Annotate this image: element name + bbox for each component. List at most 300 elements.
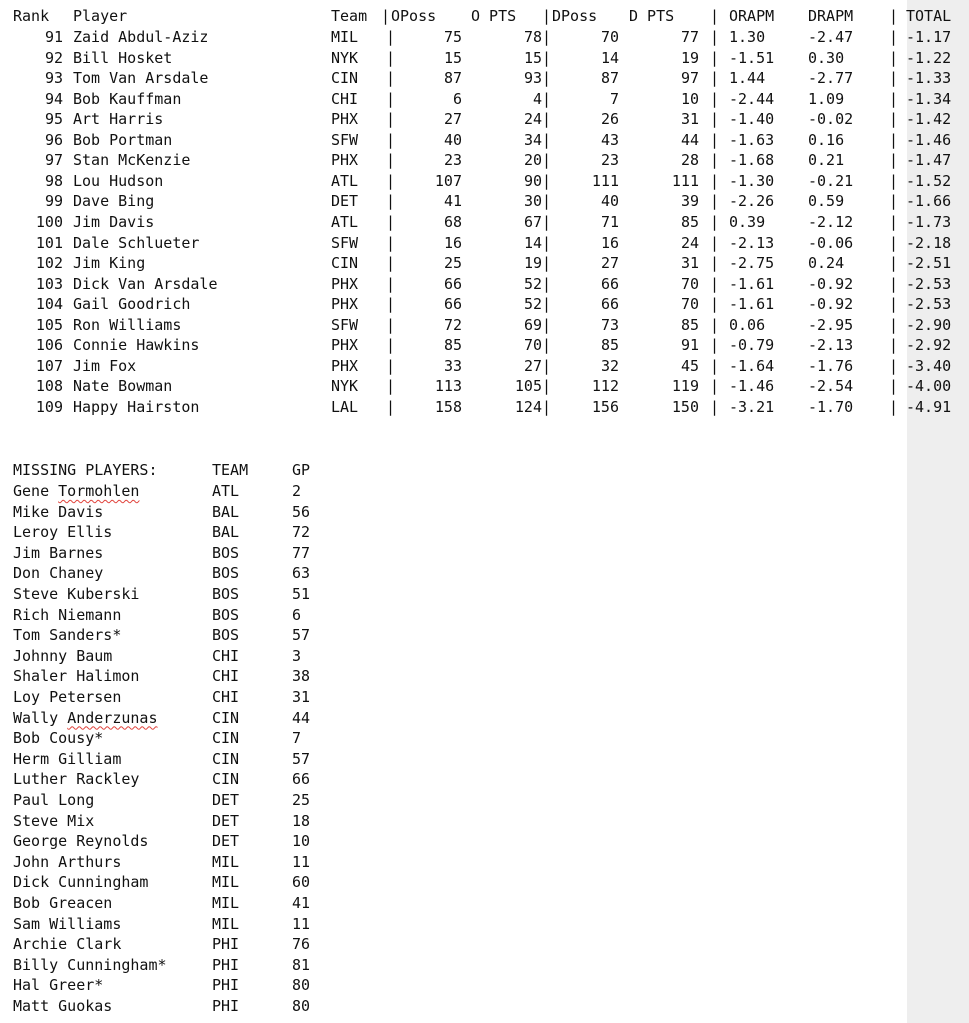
cell-team: SFW [331, 315, 359, 334]
table-row [0, 233, 969, 253]
cell-drapm: 0.21 [808, 151, 845, 170]
table-row [0, 150, 969, 170]
cell-opts: 69 [523, 315, 542, 334]
list-item [0, 481, 400, 501]
column-separator: | [710, 295, 720, 314]
cell-team: CHI [331, 89, 359, 108]
cell-rank: 100 [35, 212, 63, 231]
cell-orapm: -1.63 [729, 130, 775, 149]
cell-dposs: 14 [600, 48, 619, 67]
cell-dposs: 111 [591, 171, 619, 190]
cell-total: -1.52 [906, 171, 952, 190]
cell-drapm: -2.13 [808, 336, 854, 355]
column-separator: | [710, 336, 720, 355]
cell-dposs: 70 [600, 28, 619, 46]
cell-total: -4.00 [906, 377, 952, 396]
cell-player: Bob Kauffman [73, 89, 182, 108]
list-item [0, 728, 400, 748]
missing-player-name: John Arthurs [13, 852, 122, 871]
cell-dpts: 31 [680, 110, 699, 129]
cell-dposs: 16 [600, 233, 619, 252]
column-separator: | [710, 28, 720, 46]
cell-orapm: -1.30 [729, 171, 775, 190]
missing-player-team: CIN [212, 708, 240, 727]
cell-player: Dick Van Arsdale [73, 274, 218, 293]
column-separator: | [710, 130, 720, 149]
missing-player-gp: 72 [292, 523, 311, 542]
cell-player: Lou Hudson [73, 171, 164, 190]
table-row [0, 48, 969, 68]
missing-player-name: Bob Cousy* [13, 729, 104, 748]
cell-dpts: 45 [680, 356, 699, 375]
cell-dpts: 31 [680, 254, 699, 273]
cell-opts: 93 [523, 69, 542, 88]
table-row [0, 89, 969, 109]
header-total: TOTAL [906, 7, 952, 25]
missing-player-gp: 44 [292, 708, 311, 727]
missing-player-name: Shaler Halimon [13, 667, 140, 686]
cell-orapm: -1.68 [729, 151, 775, 170]
cell-drapm: 0.30 [808, 48, 845, 67]
column-separator: | [710, 315, 720, 334]
header-separator: | [889, 7, 899, 25]
missing-player-name: Rich Niemann [13, 605, 122, 624]
column-separator: | [889, 171, 899, 190]
cell-team: PHX [331, 295, 359, 314]
column-separator: | [889, 192, 899, 211]
cell-opts: 24 [523, 110, 542, 129]
missing-player-name: Leroy Ellis [13, 523, 113, 542]
list-item [0, 831, 400, 851]
missing-header-row [0, 460, 400, 480]
table-row [0, 109, 969, 129]
cell-dpts: 85 [680, 212, 699, 231]
table-row [0, 397, 969, 417]
cell-oposs: 6 [452, 89, 462, 108]
list-item [0, 769, 400, 789]
table-row [0, 130, 969, 150]
spellcheck-flagged-word[interactable]: Tormohlen [58, 482, 140, 500]
missing-player-gp: 11 [292, 852, 311, 871]
cell-oposs: 107 [434, 171, 462, 190]
cell-total: -2.92 [906, 336, 952, 355]
table-row [0, 171, 969, 191]
cell-orapm: -3.21 [729, 397, 775, 416]
missing-player-gp: 81 [292, 955, 311, 974]
missing-player-gp: 38 [292, 667, 311, 686]
column-separator: | [710, 110, 720, 129]
cell-total: -1.17 [906, 28, 952, 46]
missing-player-name: George Reynolds [13, 832, 149, 851]
column-separator: | [889, 274, 899, 293]
column-separator: | [386, 171, 396, 190]
missing-player-name: Hal Greer* [13, 976, 104, 995]
cell-drapm: -0.02 [808, 110, 854, 129]
list-item [0, 872, 400, 892]
cell-total: -3.40 [906, 356, 952, 375]
cell-dposs: 66 [600, 295, 619, 314]
missing-player-team: MIL [212, 873, 240, 892]
cell-dposs: 71 [600, 212, 619, 231]
cell-player: Dale Schlueter [73, 233, 200, 252]
column-separator: | [386, 254, 396, 273]
cell-dpts: 150 [671, 397, 699, 416]
cell-dposs: 23 [600, 151, 619, 170]
cell-rank: 105 [35, 315, 63, 334]
missing-player-name: Herm Gilliam [13, 749, 122, 768]
cell-drapm: -2.95 [808, 315, 854, 334]
cell-orapm: -1.40 [729, 110, 775, 129]
cell-dposs: 73 [600, 315, 619, 334]
cell-orapm: -1.61 [729, 295, 775, 314]
cell-drapm: -2.54 [808, 377, 854, 396]
cell-team: PHX [331, 110, 359, 129]
table-row [0, 315, 969, 335]
cell-dposs: 87 [600, 69, 619, 88]
cell-total: -1.42 [906, 110, 952, 129]
cell-team: SFW [331, 233, 359, 252]
missing-player-gp: 10 [292, 832, 311, 851]
list-item [0, 893, 400, 913]
header-rank: Rank [13, 7, 50, 25]
missing-player-gp: 63 [292, 564, 311, 583]
column-separator: | [542, 69, 552, 88]
column-separator: | [386, 192, 396, 211]
table-row [0, 212, 969, 232]
cell-total: -1.47 [906, 151, 952, 170]
cell-dpts: 10 [680, 89, 699, 108]
column-separator: | [386, 233, 396, 252]
header-separator: | [542, 7, 552, 25]
column-separator: | [542, 295, 552, 314]
cell-dposs: 85 [600, 336, 619, 355]
missing-player-gp: 41 [292, 894, 311, 912]
missing-player-name: Jim Barnes [13, 543, 104, 562]
column-separator: | [386, 336, 396, 355]
column-separator: | [542, 89, 552, 108]
cell-dposs: 66 [600, 274, 619, 293]
missing-player-name: Johnny Baum [13, 646, 113, 665]
column-separator: | [542, 212, 552, 231]
cell-total: -2.53 [906, 274, 952, 293]
list-item [0, 811, 400, 831]
column-separator: | [386, 89, 396, 108]
missing-player-name: Paul Long [13, 791, 95, 809]
cell-dpts: 85 [680, 315, 699, 334]
cell-drapm: -0.92 [808, 274, 854, 293]
cell-team: CIN [331, 69, 359, 88]
cell-oposs: 66 [443, 274, 462, 293]
list-item [0, 646, 400, 666]
cell-opts: 124 [514, 397, 542, 416]
column-separator: | [710, 254, 720, 273]
column-separator: | [710, 212, 720, 231]
missing-player-team: MIL [212, 852, 240, 871]
cell-team: PHX [331, 356, 359, 375]
cell-oposs: 158 [434, 397, 462, 416]
cell-dpts: 111 [671, 171, 699, 190]
list-item [0, 666, 400, 686]
header-team: Team [331, 7, 368, 25]
column-separator: | [542, 397, 552, 416]
cell-orapm: -1.61 [729, 274, 775, 293]
list-item [0, 934, 400, 954]
missing-player-gp: 77 [292, 543, 311, 562]
table-row [0, 376, 969, 396]
column-separator: | [889, 295, 899, 314]
cell-total: -2.18 [906, 233, 952, 252]
cell-team: CIN [331, 254, 359, 273]
column-separator: | [710, 377, 720, 396]
missing-player-name: Steve Mix [13, 811, 95, 830]
cell-rank: 104 [35, 295, 63, 314]
cell-player: Jim King [73, 254, 146, 273]
column-separator: | [710, 192, 720, 211]
cell-oposs: 16 [443, 233, 462, 252]
missing-player-gp: 7 [292, 729, 302, 748]
column-separator: | [710, 397, 720, 416]
cell-rank: 96 [44, 130, 63, 149]
cell-dposs: 26 [600, 110, 619, 129]
cell-team: MIL [331, 28, 359, 46]
cell-team: PHX [331, 336, 359, 355]
column-separator: | [542, 254, 552, 273]
missing-player-team: CHI [212, 667, 240, 686]
column-separator: | [889, 69, 899, 88]
table-row [0, 253, 969, 273]
table-row [0, 68, 969, 88]
cell-orapm: -2.75 [729, 254, 775, 273]
cell-player: Jim Davis [73, 212, 155, 231]
cell-opts: 4 [532, 89, 542, 108]
missing-player-team: PHI [212, 997, 240, 1015]
cell-oposs: 27 [443, 110, 462, 129]
missing-player-team: BOS [212, 543, 240, 562]
missing-player-team: DET [212, 791, 240, 809]
missing-player-gp: 60 [292, 873, 311, 892]
spellcheck-flagged-word[interactable]: Anderzunas [67, 708, 158, 727]
cell-dpts: 70 [680, 274, 699, 293]
column-separator: | [710, 69, 720, 88]
column-separator: | [386, 356, 396, 375]
cell-dpts: 97 [680, 69, 699, 88]
column-separator: | [889, 89, 899, 108]
header-separator: | [381, 7, 391, 25]
cell-opts: 30 [523, 192, 542, 211]
missing-header-team: TEAM [212, 461, 249, 479]
cell-team: ATL [331, 171, 359, 190]
cell-dposs: 27 [600, 254, 619, 273]
cell-rank: 108 [35, 377, 63, 396]
missing-player-team: CIN [212, 749, 240, 768]
column-separator: | [542, 110, 552, 129]
cell-player: Bob Portman [73, 130, 173, 149]
column-separator: | [542, 171, 552, 190]
column-separator: | [542, 28, 552, 46]
column-separator: | [710, 171, 720, 190]
cell-dposs: 43 [600, 130, 619, 149]
missing-player-name: Wally Anderzunas [13, 708, 158, 727]
table-row [0, 335, 969, 355]
missing-player-name: Dick Cunningham [13, 873, 149, 892]
cell-rank: 97 [44, 151, 63, 170]
cell-orapm: 0.39 [729, 212, 766, 231]
cell-rank: 102 [35, 254, 63, 273]
missing-player-gp: 76 [292, 935, 311, 954]
cell-team: NYK [331, 48, 359, 67]
cell-drapm: -0.21 [808, 171, 854, 190]
cell-total: -1.73 [906, 212, 952, 231]
cell-opts: 105 [514, 377, 542, 396]
missing-player-gp: 56 [292, 502, 311, 521]
missing-header-name: MISSING PLAYERS: [13, 461, 158, 479]
cell-rank: 95 [44, 110, 63, 129]
cell-rank: 101 [35, 233, 63, 252]
missing-player-team: BAL [212, 523, 240, 542]
cell-team: DET [331, 192, 359, 211]
cell-player: Ron Williams [73, 315, 182, 334]
missing-player-gp: 18 [292, 811, 311, 830]
missing-player-team: MIL [212, 894, 240, 912]
table-row [0, 294, 969, 314]
list-item [0, 502, 400, 522]
column-separator: | [542, 48, 552, 67]
cell-total: -1.46 [906, 130, 952, 149]
header-oposs: OPoss [391, 7, 437, 25]
column-separator: | [889, 315, 899, 334]
list-item [0, 584, 400, 604]
missing-player-team: BOS [212, 585, 240, 603]
missing-player-team: BOS [212, 626, 240, 645]
cell-dpts: 28 [680, 151, 699, 170]
cell-rank: 94 [44, 89, 63, 108]
cell-drapm: -1.70 [808, 397, 854, 416]
missing-player-name: Billy Cunningham* [13, 955, 167, 974]
missing-player-name: Luther Rackley [13, 770, 140, 789]
missing-player-team: DET [212, 811, 240, 830]
cell-player: Nate Bowman [73, 377, 173, 396]
cell-oposs: 25 [443, 254, 462, 273]
column-separator: | [542, 356, 552, 375]
cell-drapm: -0.92 [808, 295, 854, 314]
missing-player-name: Matt Guokas [13, 997, 113, 1015]
cell-drapm: -0.06 [808, 233, 854, 252]
cell-drapm: 0.59 [808, 192, 845, 211]
cell-team: NYK [331, 377, 359, 396]
cell-rank: 103 [35, 274, 63, 293]
missing-player-gp: 31 [292, 688, 311, 706]
cell-opts: 90 [523, 171, 542, 190]
column-separator: | [386, 110, 396, 129]
list-item [0, 708, 400, 728]
cell-dpts: 19 [680, 48, 699, 67]
missing-player-gp: 51 [292, 585, 311, 603]
missing-player-team: CIN [212, 729, 240, 748]
cell-total: -2.53 [906, 295, 952, 314]
missing-player-name: Bob Greacen [13, 894, 113, 912]
missing-header-gp: GP [292, 461, 311, 479]
list-item [0, 749, 400, 769]
cell-player: Gail Goodrich [73, 295, 191, 314]
missing-player-team: PHI [212, 955, 240, 974]
column-separator: | [542, 130, 552, 149]
missing-player-team: BAL [212, 502, 240, 521]
cell-player: Dave Bing [73, 192, 155, 211]
column-separator: | [710, 274, 720, 293]
cell-player: Happy Hairston [73, 397, 200, 416]
missing-player-team: PHI [212, 935, 240, 954]
cell-orapm: -0.79 [729, 336, 775, 355]
missing-player-gp: 66 [292, 770, 311, 789]
missing-player-team: CHI [212, 646, 240, 665]
column-separator: | [542, 192, 552, 211]
list-item [0, 563, 400, 583]
column-separator: | [710, 356, 720, 375]
header-dposs: DPoss [552, 7, 598, 25]
cell-rank: 98 [44, 171, 63, 190]
cell-dpts: 44 [680, 130, 699, 149]
cell-total: -1.66 [906, 192, 952, 211]
cell-orapm: -1.46 [729, 377, 775, 396]
cell-oposs: 66 [443, 295, 462, 314]
cell-drapm: 1.09 [808, 89, 845, 108]
column-separator: | [889, 397, 899, 416]
missing-player-name: Archie Clark [13, 935, 122, 954]
list-item [0, 914, 400, 934]
cell-oposs: 23 [443, 151, 462, 170]
missing-player-gp: 11 [292, 914, 311, 933]
cell-rank: 91 [44, 28, 63, 46]
missing-player-name: Don Chaney [13, 564, 104, 583]
column-separator: | [386, 28, 396, 46]
cell-opts: 14 [523, 233, 542, 252]
cell-player: Bill Hosket [73, 48, 173, 67]
header-player: Player [73, 7, 128, 25]
missing-player-team: BOS [212, 564, 240, 583]
missing-player-name: Tom Sanders* [13, 626, 122, 645]
cell-total: -4.91 [906, 397, 952, 416]
cell-dpts: 24 [680, 233, 699, 252]
cell-orapm: 1.44 [729, 69, 766, 88]
cell-drapm: 0.24 [808, 254, 845, 273]
column-separator: | [386, 130, 396, 149]
missing-player-gp: 3 [292, 646, 302, 665]
cell-opts: 70 [523, 336, 542, 355]
cell-dposs: 32 [600, 356, 619, 375]
missing-player-name: Steve Kuberski [13, 585, 140, 603]
list-item [0, 625, 400, 645]
missing-player-team: PHI [212, 976, 240, 995]
column-separator: | [710, 233, 720, 252]
cell-rank: 107 [35, 356, 63, 375]
column-separator: | [889, 130, 899, 149]
cell-drapm: -2.47 [808, 28, 854, 46]
column-separator: | [542, 233, 552, 252]
list-item [0, 955, 400, 975]
cell-oposs: 15 [443, 48, 462, 67]
table-row [0, 274, 969, 294]
cell-opts: 52 [523, 274, 542, 293]
column-separator: | [386, 48, 396, 67]
cell-player: Tom Van Arsdale [73, 69, 209, 88]
cell-opts: 78 [523, 28, 542, 46]
table-row [0, 356, 969, 376]
column-separator: | [386, 212, 396, 231]
cell-oposs: 40 [443, 130, 462, 149]
cell-opts: 27 [523, 356, 542, 375]
missing-player-team: CIN [212, 770, 240, 789]
missing-player-team: MIL [212, 914, 240, 933]
